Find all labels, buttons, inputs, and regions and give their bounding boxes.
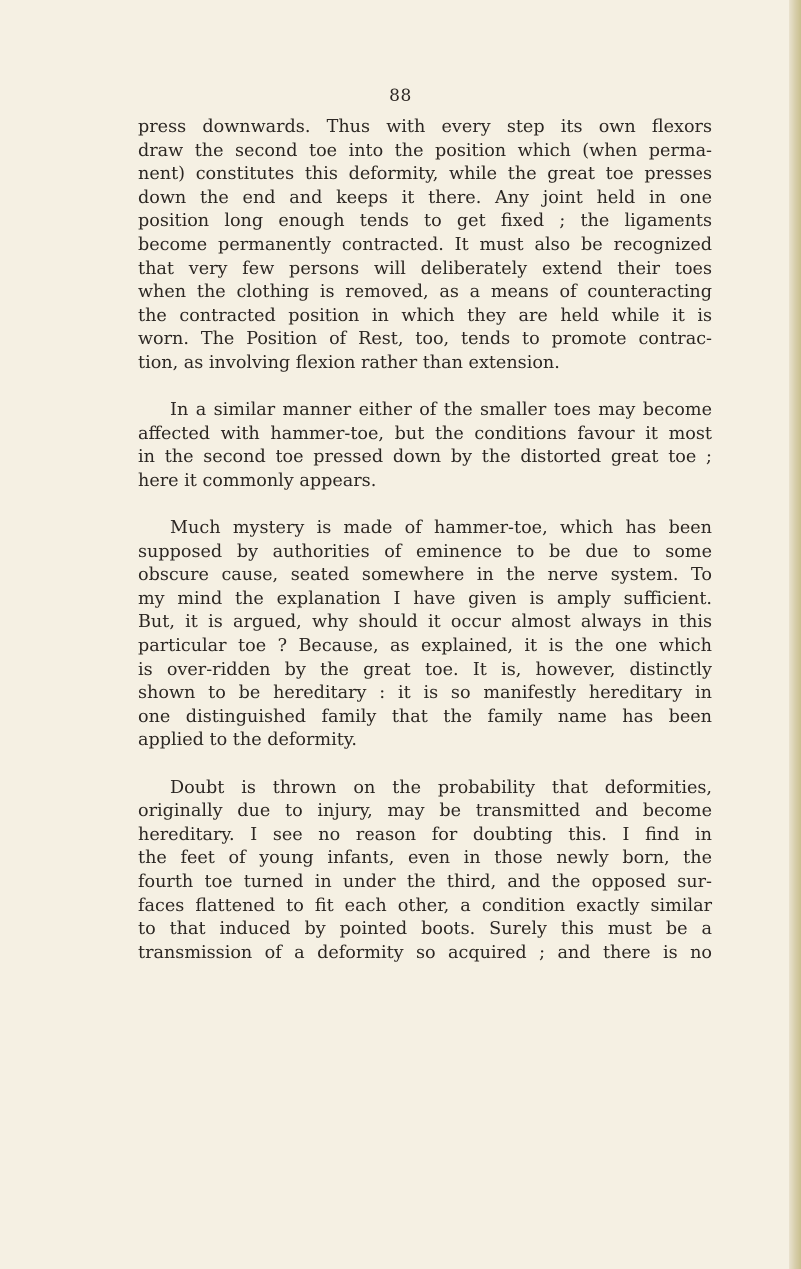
text-line: the feet of young infants, even in those newly born, the [138, 848, 712, 869]
text-line: transmission of a deformity so acquired ; and there is no [138, 942, 712, 963]
text-line: is over-ridden by the great toe. It is, however, distinctly [138, 659, 712, 680]
paragraph-3 [138, 517, 712, 753]
text-line: fourth toe turned in under the third, and the opposed sur- [138, 872, 712, 892]
text-line: here it commonly appears. [138, 470, 377, 491]
text-line: worn. The Position of Rest, too, tends to promote contrac- [138, 329, 712, 350]
text-line: draw the second toe into the position which (when perma- [138, 140, 712, 161]
text-line: supposed by authorities of eminence to be due to some [138, 541, 712, 562]
paragraph-1 [138, 116, 712, 376]
text-line: down the end and keeps it there. Any joint held in one [138, 187, 712, 208]
text-line: that very few persons will deliberately extend their toes [138, 258, 712, 279]
text-line: Much mystery is made of hammer-toe, which has been [170, 518, 712, 539]
text-line: hereditary. I see no reason for doubting this. I find in [138, 824, 712, 845]
text-line: position long enough tends to get fixed ; the ligaments [138, 211, 712, 232]
paragraph-4 [138, 777, 712, 966]
text-line: nent) constitutes this deformity, while the great toe presses [138, 164, 712, 185]
text-line: obscure cause, seated somewhere in the nerve system. To [138, 565, 712, 586]
text-line: my mind the explanation I have given is amply sufficient. [138, 588, 712, 609]
text-line: particular toe ? Because, as explained, it is the one which [138, 636, 712, 657]
body-text [138, 116, 712, 989]
text-line: become permanently contracted. It must also be recognized [138, 234, 712, 255]
text-line: when the clothing is removed, as a means of counteracting [138, 282, 712, 303]
text-line: in the second toe pressed down by the distorted great toe ; [138, 447, 712, 468]
text-line: tion, as involving flexion rather than extension. [138, 352, 560, 373]
paragraph-2 [138, 399, 712, 493]
text-line: Doubt is thrown on the probability that deformities, [170, 777, 712, 798]
text-line: the contracted position in which they are held while it is [138, 305, 712, 326]
text-line: to that induced by pointed boots. Surely this must be a [138, 919, 712, 940]
text-line: affected with hammer-toe, but the conditions favour it most [138, 423, 712, 444]
text-line: applied to the deformity. [138, 730, 357, 751]
text-line: press downwards. Thus with every step its own flexors [138, 117, 712, 137]
text-line: originally due to injury, may be transmitted and become [138, 801, 712, 822]
text-line: one distinguished family that the family name has been [138, 706, 712, 727]
page-number: 88 [389, 86, 412, 106]
text-line: In a similar manner either of the smaller toes may become [170, 400, 712, 421]
text-line: But, it is argued, why should it occur almost always in this [138, 612, 712, 633]
page-edge [789, 0, 801, 1269]
text-line: faces flattened to fit each other, a condition exactly similar [138, 895, 712, 916]
text-line: shown to be hereditary : it is so manifestly hereditary in [138, 683, 712, 704]
